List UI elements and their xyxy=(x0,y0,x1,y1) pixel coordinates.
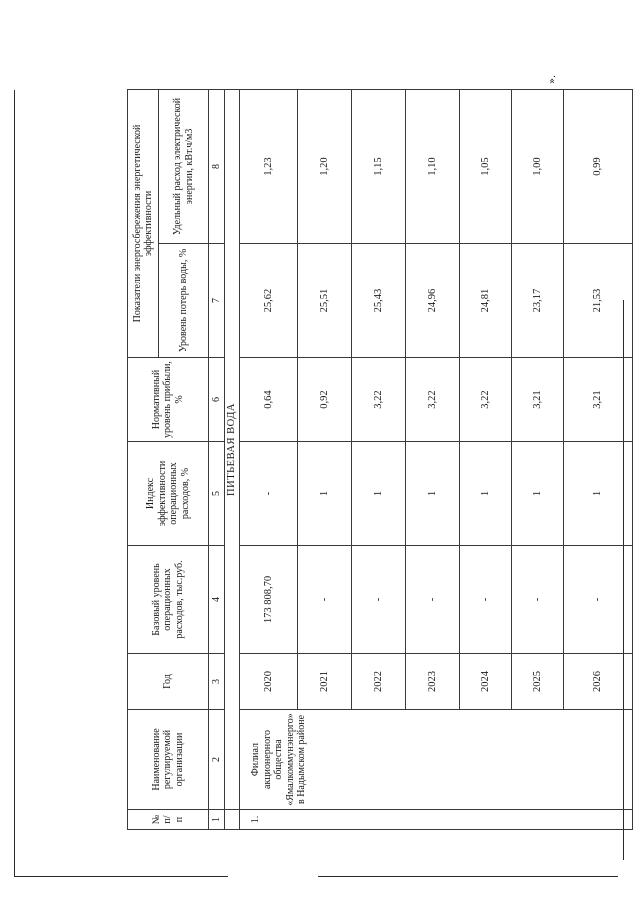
cell-profit: 3,21 xyxy=(512,358,564,442)
left-scan-line xyxy=(14,90,15,877)
cell-power: 1,23 xyxy=(240,89,298,243)
cell-year: 2021 xyxy=(298,654,352,710)
column-number-row xyxy=(209,89,225,829)
cell-opex: - xyxy=(564,546,633,654)
header-profit: Нормативный уровень прибыли, % xyxy=(128,358,209,442)
cell-index: 1 xyxy=(406,442,460,546)
cell-profit: 3,22 xyxy=(406,358,460,442)
cell-profit: 3,21 xyxy=(564,358,633,442)
header-year: Год xyxy=(128,654,209,710)
cell-power: 0,99 xyxy=(564,89,633,243)
cell-index: 1 xyxy=(564,442,633,546)
cell-year: 2023 xyxy=(406,654,460,710)
cell-opex: - xyxy=(512,546,564,654)
bottom-scan-line xyxy=(14,876,228,877)
row-number: 1. xyxy=(240,810,633,830)
cell-index: 1 xyxy=(512,442,564,546)
header-org: Наименование регулируемой организации xyxy=(128,710,209,810)
cell-loss: 23,17 xyxy=(512,244,564,358)
cell-opex: - xyxy=(406,546,460,654)
cell-year: 2022 xyxy=(352,654,406,710)
cell-year: 2024 xyxy=(460,654,512,710)
cell-power: 1,05 xyxy=(460,89,512,243)
col-number: 6 xyxy=(209,358,225,442)
energy-efficiency-table xyxy=(127,89,633,830)
cell-profit: 0,64 xyxy=(240,358,298,442)
header-energy-group: Показатели энергосбережения энергетической эффективности xyxy=(128,89,159,357)
section-spacer xyxy=(224,810,240,830)
rotated-table-wrapper xyxy=(127,90,633,830)
cell-loss: 25,43 xyxy=(352,244,406,358)
cell-index: 1 xyxy=(460,442,512,546)
col-number: 3 xyxy=(209,654,225,710)
cell-power: 1,20 xyxy=(298,89,352,243)
cell-index: 1 xyxy=(298,442,352,546)
header-num: № п/п xyxy=(128,810,209,830)
header-loss: Уровень потерь воды, % xyxy=(159,244,209,358)
cell-profit: 3,22 xyxy=(352,358,406,442)
header-index: Индекс эффективности операционных расходов, % xyxy=(128,442,209,546)
cell-opex: - xyxy=(352,546,406,654)
col-number: 5 xyxy=(209,442,225,546)
cell-power: 1,10 xyxy=(406,89,460,243)
cell-power: 1,00 xyxy=(512,89,564,243)
cell-loss: 25,62 xyxy=(240,244,298,358)
col-number: 2 xyxy=(209,710,225,810)
header-power: Удельный расход электрической энергии, кВт.ч/м3 xyxy=(159,89,209,243)
table-row xyxy=(240,89,298,829)
section-row xyxy=(224,89,240,829)
section-title: ПИТЬЕВАЯ ВОДА xyxy=(224,89,240,809)
cell-year: 2020 xyxy=(240,654,298,710)
col-number: 4 xyxy=(209,546,225,654)
cell-profit: 3,22 xyxy=(460,358,512,442)
header-opex: Базовый уровень операционных расходов, тыс.руб. xyxy=(128,546,209,654)
cell-index: 1 xyxy=(352,442,406,546)
cell-opex: - xyxy=(298,546,352,654)
cell-profit: 0,92 xyxy=(298,358,352,442)
cell-loss: 25,51 xyxy=(298,244,352,358)
closing-quote-mark: ». xyxy=(547,74,559,85)
cell-power: 1,15 xyxy=(352,89,406,243)
cell-year: 2026 xyxy=(564,654,633,710)
cell-loss: 24,96 xyxy=(406,244,460,358)
organization-name: Филиал акционерного общества «Ямалкоммунэнерго» в Надымском районе xyxy=(240,710,633,810)
cell-year: 2025 xyxy=(512,654,564,710)
cell-loss: 21,53 xyxy=(564,244,633,358)
bottom-scan-line-right xyxy=(318,876,618,877)
col-number: 8 xyxy=(209,89,225,243)
header-row-group xyxy=(128,89,159,829)
col-number: 7 xyxy=(209,244,225,358)
cell-opex: 173 808,70 xyxy=(240,546,298,654)
cell-loss: 24,81 xyxy=(460,244,512,358)
cell-opex: - xyxy=(460,546,512,654)
col-number: 1 xyxy=(209,810,225,830)
cell-index: - xyxy=(240,442,298,546)
